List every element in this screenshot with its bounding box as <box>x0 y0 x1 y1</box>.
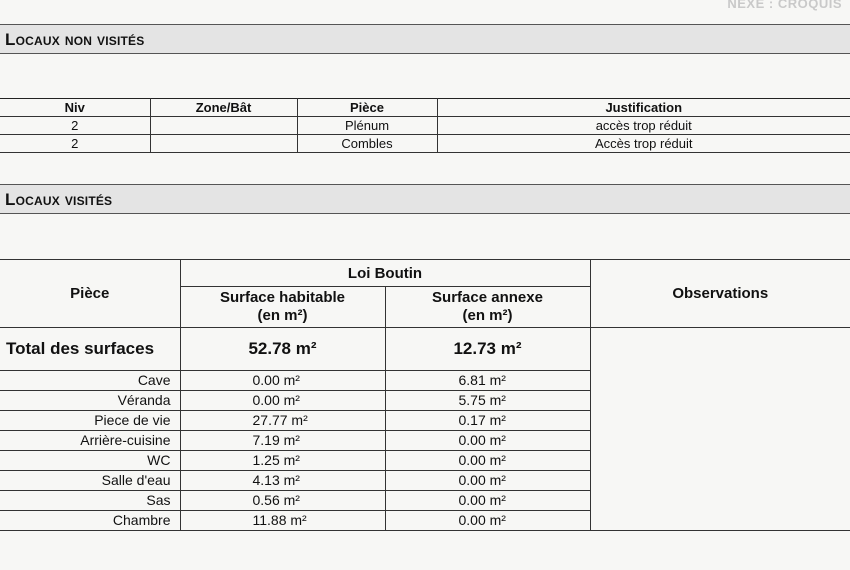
cell-habitable: 0.56 m² <box>180 491 385 511</box>
cell-habitable: 0.00 m² <box>180 371 385 391</box>
cell-zone <box>150 117 297 135</box>
cell-piece: Chambre <box>0 511 180 531</box>
header-line: Surface habitable <box>219 289 346 306</box>
cell-habitable: 27.77 m² <box>180 411 385 431</box>
cell-piece: Plénum <box>297 117 437 135</box>
cell-niv: 2 <box>0 135 150 153</box>
cell-annexe: 0.17 m² <box>385 411 590 431</box>
header-unit: (en m²) <box>257 307 308 324</box>
observations-cell <box>590 328 850 531</box>
cell-annexe: 0.00 m² <box>385 471 590 491</box>
column-header-surface-habitable <box>180 287 385 328</box>
cell-piece: Combles <box>297 135 437 153</box>
cell-annexe: 0.00 m² <box>385 511 590 531</box>
total-annexe: 12.73 m² <box>385 328 590 371</box>
cell-piece: Cave <box>0 371 180 391</box>
cell-niv: 2 <box>0 117 150 135</box>
column-header-niv: Niv <box>0 99 150 117</box>
cell-habitable: 1.25 m² <box>180 451 385 471</box>
column-header-observations: Observations <box>590 260 850 328</box>
column-header-zone: Zone/Bât <box>150 99 297 117</box>
cell-zone <box>150 135 297 153</box>
cell-piece: WC <box>0 451 180 471</box>
column-group-loi-boutin: Loi Boutin <box>180 260 590 287</box>
section-header-visited <box>0 184 850 214</box>
cell-piece: Sas <box>0 491 180 511</box>
table-row <box>0 135 850 153</box>
section-title: Locaux visités <box>5 190 113 209</box>
column-header-piece: Pièce <box>0 260 180 328</box>
table-header-row <box>0 99 850 117</box>
cell-annexe: 0.00 m² <box>385 491 590 511</box>
header-unit: (en m²) <box>462 307 513 324</box>
total-row <box>0 328 850 371</box>
cell-habitable: 4.13 m² <box>180 471 385 491</box>
column-header-justification: Justification <box>437 99 850 117</box>
column-header-piece: Pièce <box>297 99 437 117</box>
cell-piece: Salle d'eau <box>0 471 180 491</box>
non-visited-rooms-table <box>0 98 850 153</box>
cell-piece: Piece de vie <box>0 411 180 431</box>
section-title: Locaux non visités <box>5 30 145 49</box>
section-header-non-visited <box>0 24 850 54</box>
cell-annexe: 6.81 m² <box>385 371 590 391</box>
cell-habitable: 0.00 m² <box>180 391 385 411</box>
cell-piece: Véranda <box>0 391 180 411</box>
page-header-ghost-text: NEXE : CROQUIS <box>727 0 842 11</box>
cell-annexe: 5.75 m² <box>385 391 590 411</box>
header-line: Surface annexe <box>432 289 543 306</box>
total-label: Total des surfaces <box>0 328 180 371</box>
cell-annexe: 0.00 m² <box>385 431 590 451</box>
cell-habitable: 7.19 m² <box>180 431 385 451</box>
visited-rooms-table <box>0 259 850 531</box>
cell-justification: Accès trop réduit <box>437 135 850 153</box>
total-habitable: 52.78 m² <box>180 328 385 371</box>
cell-justification: accès trop réduit <box>437 117 850 135</box>
cell-annexe: 0.00 m² <box>385 451 590 471</box>
table-row <box>0 117 850 135</box>
cell-piece: Arrière-cuisine <box>0 431 180 451</box>
cell-habitable: 11.88 m² <box>180 511 385 531</box>
column-header-surface-annexe <box>385 287 590 328</box>
